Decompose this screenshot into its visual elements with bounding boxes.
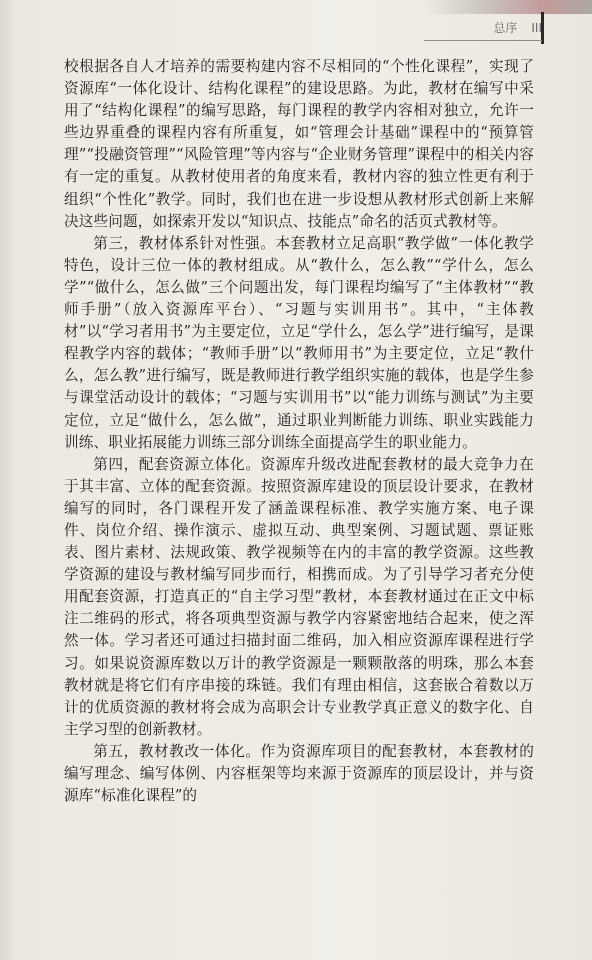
header-rule — [424, 40, 542, 41]
paragraph-2: 第三，教材体系针对性强。本套教材立足高职“教学做”一体化教学特色，设计三位一体的教材组成。从“教什么，怎么教”“学什么，怎么学”“做什么，怎么做”三个问题出发，每门课程均编写了“主体教材”“教师手册”（放入资源库平台）、“习题与实训用书”。其中，“主体教材”以“学习者用书”为主要定位，立足“学什么，怎么学”进行编写，是课程教学内容的载体；“教师手册”以“教师用书”为主要定位，立足“教什么，怎么教”进行编写，既是教师进行教学组织实施的载体，也是学生参与课堂活动设计的载体；“习题与实训用书”以“能力训练与测试”为主要定位，立足“做什么，怎么做”，通过职业判断能力训练、职业实践能力训练、职业拓展能力训练三部分训练全面提高学生的职业能力。 — [64, 234, 534, 451]
running-header — [493, 19, 542, 36]
header-section-label: 总序 — [493, 21, 518, 35]
paragraph-4: 第五，教材教改一体化。作为资源库项目的配套教材，本套教材的编写理念、编写体例、内容框架等均来源于资源库的顶层设计，并与资源库“标准化课程”的 — [64, 742, 534, 805]
paragraph-1: 校根据各自人才培养的需要构建内容不尽相同的“个性化课程”，实现了资源库“一体化设计、结构化课程”的建设思路。为此，教材在编写中采用了“结构化课程”的编写思路，每门课程的教学内容相对独立，允许一些边界重叠的课程内容有所重复，如“管理会计基础”课程中的“预算管理”“投融资管理”“风险管理”等内容与“企业财务管理”课程中的相关内容有一定的重复。从教材使用者的角度来看，教材内容的独立性更有利于组织“个性化”教学。同时，我们也在进一步设想从教材形式创新上来解决这些问题，如探索开发以“知识点、技能点”命名的活页式教材等。 — [64, 58, 534, 230]
header-page-number: III — [531, 20, 542, 35]
body-text — [64, 56, 534, 807]
scan-shadow — [422, 0, 592, 14]
paragraph-3: 第四，配套资源立体化。资源库升级改进配套教材的最大竞争力在于其丰富、立体的配套资源。按照资源库建设的顶层设计要求，在教材编写的同时，各门课程开发了涵盖课程标准、教学实施方案、电子课件、岗位介绍、操作演示、虚拟互动、典型案例、习题试题、票证账表、图片素材、法规政策、教学视频等在内的丰富的教学资源。这些教学资源的建设与教材编写同步而行，相携而成。为了引导学习者充分使用配套资源，打造真正的“自主学习型”教材，本套教材通过在正文中标注二维码的形式，将各项典型资源与教学内容紧密地结合起来，使之浑然一体。学习者还可通过扫描封面二维码，加入相应资源库课程进行学习。如果说资源库数以万计的教学资源是一颗颗散落的明珠，那么本套教材就是将它们有序串接的珠链。我们有理由相信，这套嵌合着数以万计的优质资源的教材将会成为高职会计专业教学真正意义的数字化、自主学习型的创新教材。 — [64, 455, 534, 738]
